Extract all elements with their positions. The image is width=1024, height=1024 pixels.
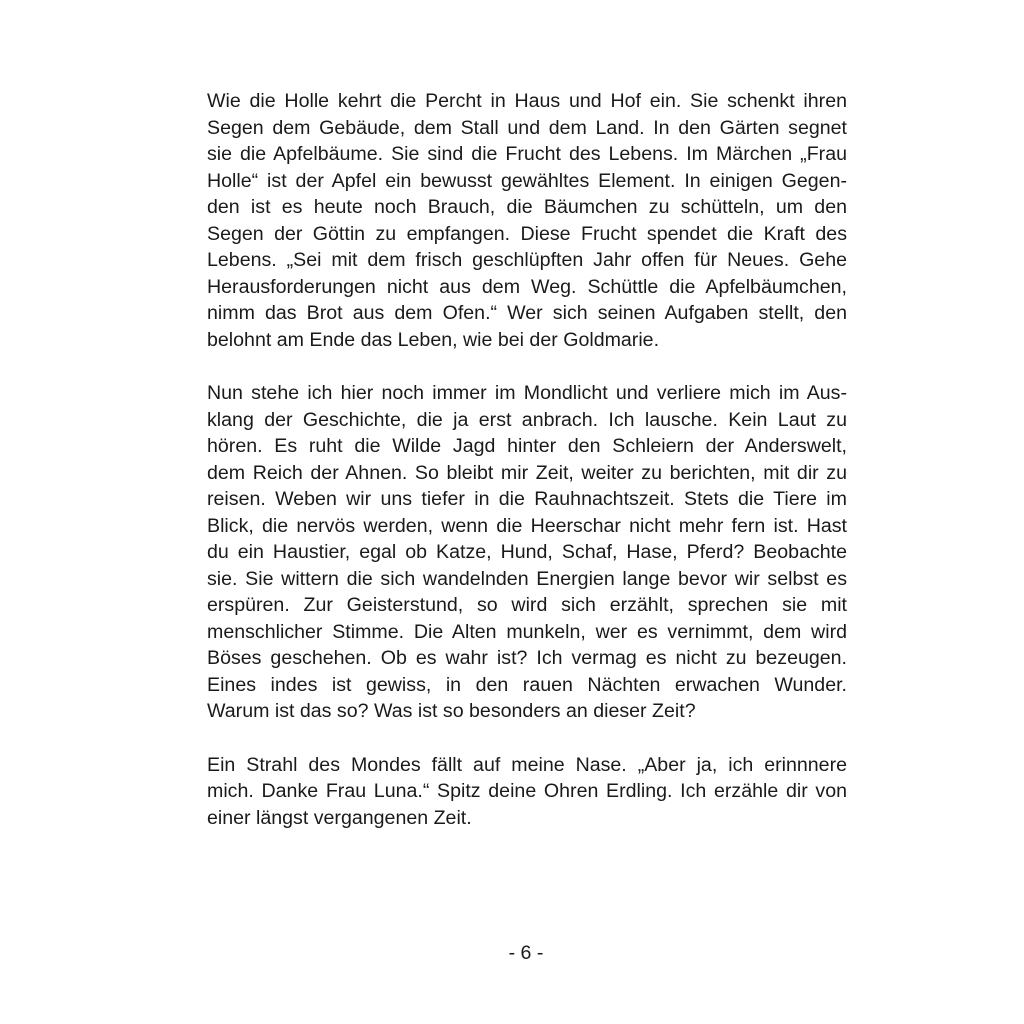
text-line: erspüren. Zur Geisterstund, so wird sich erzählt, sprechen sie mit	[207, 594, 847, 616]
text-line: Warum ist das so? Was ist so besonders an dieser Zeit?	[207, 700, 696, 722]
page-number: - 6 -	[508, 942, 544, 964]
page-body	[207, 88, 847, 831]
text-line: Blick, die nervös werden, wenn die Heerschar nicht mehr fern ist. Hast	[207, 514, 847, 537]
text-line: klang der Geschichte, die ja erst anbrach. Ich lausche. Kein Laut zu	[207, 408, 847, 431]
text-line: reisen. Weben wir uns tiefer in die Rauhnachtszeit. Stets die Tiere im	[207, 488, 847, 510]
text-line: einer längst vergangenen Zeit.	[207, 806, 472, 829]
text-line: mich. Danke Frau Luna.“ Spitz deine Ohren Erdling. Ich erzähle dir von	[207, 780, 847, 802]
text-line: du ein Haustier, egal ob Katze, Hund, Schaf, Hase, Pferd? Beobachte	[207, 541, 847, 563]
paragraph-3	[207, 752, 847, 832]
paragraph-2	[207, 380, 847, 725]
text-line: Eines indes ist gewiss, in den rauen Nächten erwachen Wunder.	[207, 673, 847, 696]
text-line: Ein Strahl des Mondes fällt auf meine Nase. „Aber ja, ich erinnnere	[207, 753, 847, 776]
text-line: Nun stehe ich hier noch immer im Mondlicht und verliere mich im Aus-	[207, 382, 847, 404]
text-line: hören. Es ruht die Wilde Jagd hinter den Schleiern der Anderswelt,	[207, 435, 847, 457]
text-line: Segen der Göttin zu empfangen. Diese Frucht spendet die Kraft des	[207, 222, 847, 245]
text-line: Lebens. „Sei mit dem frisch geschlüpften Jahr offen für Neues. Gehe	[207, 249, 847, 271]
text-line: belohnt am Ende das Leben, wie bei der Goldmarie.	[207, 328, 660, 351]
text-line: Holle“ ist der Apfel ein bewusst gewähltes Element. In einigen Gegen-	[207, 169, 847, 192]
text-line: Herausforderungen nicht aus dem Weg. Schüttle die Apfelbäumchen,	[207, 275, 847, 298]
paragraph-spacer	[207, 353, 847, 380]
paragraph-1	[207, 88, 847, 353]
text-line: den ist es heute noch Brauch, die Bäumchen zu schütteln, um den	[207, 196, 847, 218]
text-line: menschlicher Stimme. Die Alten munkeln, wer es vernimmt, dem wird	[207, 620, 847, 643]
text-line: Segen dem Gebäude, dem Stall und dem Land. In den Gärten segnet	[207, 116, 847, 139]
text-line: nimm das Brot aus dem Ofen.“ Wer sich seinen Aufgaben stellt, den	[207, 302, 847, 324]
text-line: Böses geschehen. Ob es wahr ist? Ich vermag es nicht zu bezeugen.	[207, 647, 847, 669]
text-line: dem Reich der Ahnen. So bleibt mir Zeit, weiter zu berichten, mit dir zu	[207, 461, 847, 484]
text-line: Wie die Holle kehrt die Percht in Haus und Hof ein. Sie schenkt ihren	[207, 90, 847, 112]
text-line: sie die Apfelbäume. Sie sind die Frucht des Lebens. Im Märchen „Frau	[207, 143, 847, 165]
paragraph-spacer	[207, 725, 847, 752]
text-line: sie. Sie wittern die sich wandelnden Energien lange bevor wir selbst es	[207, 567, 847, 590]
